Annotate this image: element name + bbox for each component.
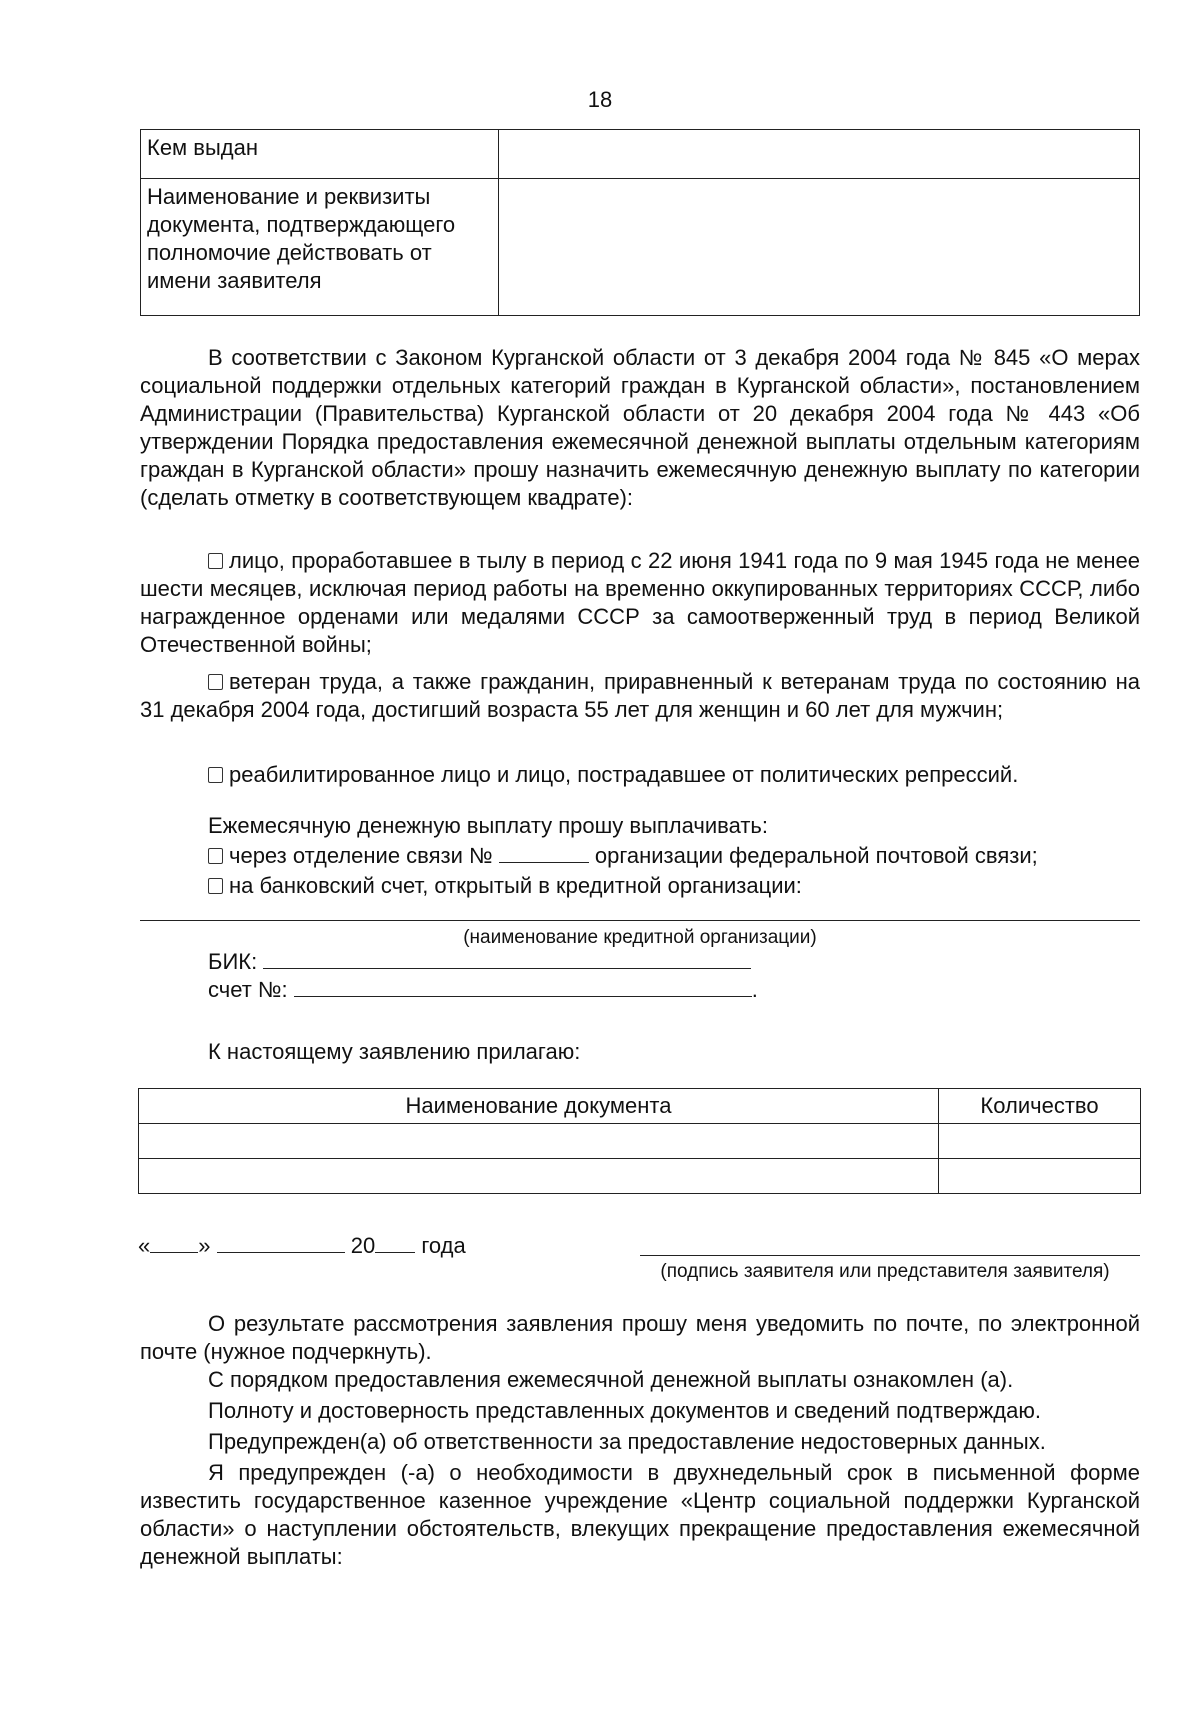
table-row: [141, 179, 1140, 316]
table-row: [139, 1124, 1141, 1159]
intro-paragraph: В соответствии с Законом Курганской области от 3 декабря 2004 года № 845 «О мерах социальной поддержки отдельных категорий граждан в Курганской области», постановлением Администрации (Правительства) Курганской области от 20 декабря 2004 года № 443 «Об утверждении Порядка предоставления ежемесячной денежной выплаты отдельным категориям граждан в Курганской области» прошу назначить ежемесячную денежную выплату по категории (сделать отметку в соответствующем квадрате):: [140, 345, 1140, 510]
attachments-table: [138, 1088, 1141, 1194]
bik-label: БИК:: [208, 949, 258, 974]
post-office-number-field[interactable]: [499, 842, 589, 863]
category-label: реабилитированное лицо и лицо, пострадавшее от политических репрессий.: [229, 762, 1019, 787]
quantity-cell[interactable]: [939, 1124, 1141, 1159]
bank-name-field[interactable]: [140, 920, 1140, 921]
table-row: [139, 1159, 1141, 1194]
account-field[interactable]: [294, 976, 752, 997]
checkbox-icon[interactable]: [208, 878, 223, 894]
authority-document-label: Наименование и реквизиты документа, подтверждающего полномочие действовать от имени заявителя: [141, 179, 499, 316]
day-field[interactable]: [150, 1232, 198, 1253]
category-option-labor-veteran[interactable]: [140, 668, 1140, 724]
checkbox-icon[interactable]: [208, 674, 223, 690]
col-quantity: Количество: [939, 1089, 1141, 1124]
signature-field[interactable]: [640, 1255, 1140, 1256]
confirm-paragraph: Полноту и достоверность представленных документов и сведений подтверждаю.: [208, 1398, 1041, 1423]
attachments-heading: К настоящему заявлению прилагаю:: [208, 1039, 581, 1064]
category-option-rehabilitated[interactable]: [140, 761, 1140, 789]
page-number: 18: [587, 87, 613, 112]
authority-document-field[interactable]: [499, 179, 1140, 316]
col-document-name: Наименование документа: [139, 1089, 939, 1124]
category-label: ветеран труда, а также гражданин, приравненный к ветеранам труда по состоянию на 31 декабря 2004 года, достигший возраста 55 лет для женщин и 60 лет для мужчин;: [140, 669, 1140, 722]
table-row: [141, 130, 1140, 179]
account-label: счет №:: [208, 977, 288, 1002]
bik-field[interactable]: [263, 948, 751, 969]
notify-paragraph: О результате рассмотрения заявления прошу меня уведомить по почте, по электронной почте (нужное подчеркнуть).: [140, 1311, 1140, 1364]
category-label: лицо, проработавшее в тылу в период с 22 июня 1941 года по 9 мая 1945 года не менее шести месяцев, исключая период работы на временно оккупированных территориях СССР, либо награжденное орденами или медалями СССР за самоотверженный труд в период Великой Отечественной войны;: [140, 548, 1140, 657]
acquainted-paragraph: С порядком предоставления ежемесячной денежной выплаты ознакомлен (а).: [208, 1367, 1014, 1392]
account-row: [208, 976, 808, 1004]
payment-option-post[interactable]: [140, 842, 1200, 870]
month-field[interactable]: [217, 1232, 345, 1253]
signature-caption: (подпись заявителя или представителя заявителя): [660, 1261, 1110, 1282]
document-name-cell[interactable]: [139, 1159, 939, 1194]
bank-option-label: на банковский счет, открытый в кредитной организации:: [229, 873, 802, 898]
checkbox-icon[interactable]: [208, 553, 223, 569]
category-option-home-front[interactable]: [140, 547, 1140, 659]
checkbox-icon[interactable]: [208, 848, 223, 864]
date-open-quote: «: [138, 1233, 151, 1258]
document-name-cell[interactable]: [139, 1124, 939, 1159]
payment-heading: Ежемесячную денежную выплату прошу выплачивать:: [208, 813, 768, 838]
issued-by-field[interactable]: [499, 130, 1140, 179]
issued-by-label: Кем выдан: [141, 130, 499, 179]
year-prefix: 20: [350, 1233, 376, 1258]
warned-paragraph: Предупрежден(а) об ответственности за предоставление недостоверных данных.: [208, 1429, 1046, 1454]
post-option-prefix: через отделение связи №: [229, 843, 493, 868]
post-option-suffix: организации федеральной почтовой связи;: [594, 843, 1038, 868]
account-end: .: [751, 977, 758, 1002]
date-close-quote: »: [198, 1233, 211, 1258]
year-field[interactable]: [375, 1232, 415, 1253]
date-line: [138, 1232, 698, 1260]
applicant-details-table: [140, 129, 1140, 316]
quantity-cell[interactable]: [939, 1159, 1141, 1194]
checkbox-icon[interactable]: [208, 767, 223, 783]
table-header-row: [139, 1089, 1141, 1124]
bik-row: [208, 948, 808, 976]
payment-option-bank[interactable]: [140, 872, 1200, 900]
year-suffix: года: [421, 1233, 466, 1258]
obligation-paragraph: Я предупрежден (-а) о необходимости в двухнедельный срок в письменной форме известить государственное казенное учреждение «Центр социальной поддержки Курганской области» о наступлении обстоятельств, влекущих прекращение предоставления ежемесячной денежной выплаты:: [140, 1460, 1140, 1569]
bank-name-caption: (наименование кредитной организации): [463, 927, 817, 948]
